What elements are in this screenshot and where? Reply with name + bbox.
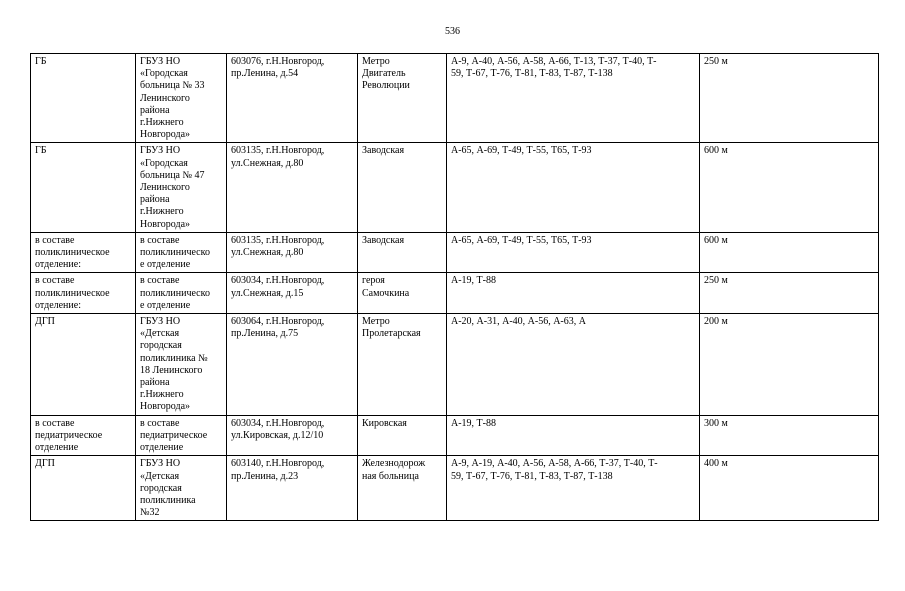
distance-cell: 250 м [700, 273, 879, 314]
facility-name-cell: ГБУЗ НО «Детская городская поликлиника №32 [136, 456, 227, 521]
routes-cell: А-9, А-40, А-56, А-58, А-66, Т-13, Т-37, Т-40, Т- 59, Т-67, Т-76, Т-81, Т-83, Т-87, Т-138 [447, 54, 700, 143]
facility-name-cell: в составе поликлиническо е отделение [136, 232, 227, 273]
stop-cell: героя Самочкина [358, 273, 447, 314]
page-number: 536 [445, 26, 460, 37]
table-row [31, 273, 879, 314]
address-cell: 603064, г.Н.Новгород, пр.Ленина, д.75 [227, 314, 358, 416]
table-row [31, 415, 879, 456]
stop-cell: Метро Пролетарская [358, 314, 447, 416]
facility-type-cell: ГБ [31, 143, 136, 232]
facility-type-cell: в составе поликлиническое отделение: [31, 232, 136, 273]
facility-name-cell: в составе педиатрическое отделение [136, 415, 227, 456]
facilities-table [30, 53, 879, 521]
address-cell: 603034, г.Н.Новгород, ул.Снежная, д.15 [227, 273, 358, 314]
stop-cell: Кировская [358, 415, 447, 456]
table-row [31, 456, 879, 521]
stop-cell: Заводская [358, 143, 447, 232]
distance-cell: 600 м [700, 143, 879, 232]
distance-cell: 300 м [700, 415, 879, 456]
facility-type-cell: ГБ [31, 54, 136, 143]
facility-type-cell: ДГП [31, 314, 136, 416]
table-row [31, 54, 879, 143]
routes-cell: А-19, Т-88 [447, 273, 700, 314]
stop-cell: Метро Двигатель Революции [358, 54, 447, 143]
distance-cell: 250 м [700, 54, 879, 143]
routes-cell: А-9, А-19, А-40, А-56, А-58, А-66, Т-37, Т-40, Т- 59, Т-67, Т-76, Т-81, Т-83, Т-87, Т-138 [447, 456, 700, 521]
distance-cell: 400 м [700, 456, 879, 521]
stop-cell: Железнодорож ная больница [358, 456, 447, 521]
address-cell: 603140, г.Н.Новгород, пр.Ленина, д.23 [227, 456, 358, 521]
facility-name-cell: в составе поликлиническо е отделение [136, 273, 227, 314]
facility-name-cell: ГБУЗ НО «Детская городская поликлиника № 18 Ленинского района г.Нижнего Новгорода» [136, 314, 227, 416]
facility-name-cell: ГБУЗ НО «Городская больница № 33 Ленинского района г.Нижнего Новгорода» [136, 54, 227, 143]
address-cell: 603076, г.Н.Новгород, пр.Ленина, д.54 [227, 54, 358, 143]
facility-type-cell: в составе поликлиническое отделение: [31, 273, 136, 314]
facility-type-cell: ДГП [31, 456, 136, 521]
routes-cell: А-20, А-31, А-40, А-56, А-63, А [447, 314, 700, 416]
address-cell: 603135, г.Н.Новгород, ул.Снежная, д.80 [227, 143, 358, 232]
facility-type-cell: в составе педиатрическое отделение [31, 415, 136, 456]
table-row [31, 232, 879, 273]
distance-cell: 600 м [700, 232, 879, 273]
address-cell: 603135, г.Н.Новгород, ул.Снежная, д.80 [227, 232, 358, 273]
address-cell: 603034, г.Н.Новгород, ул.Кировская, д.12/10 [227, 415, 358, 456]
routes-cell: А-65, А-69, Т-49, Т-55, Т65, Т-93 [447, 232, 700, 273]
table-row [31, 143, 879, 232]
table-row [31, 314, 879, 416]
facility-name-cell: ГБУЗ НО «Городская больница № 47 Ленинского района г.Нижнего Новгорода» [136, 143, 227, 232]
stop-cell: Заводская [358, 232, 447, 273]
routes-cell: А-19, Т-88 [447, 415, 700, 456]
routes-cell: А-65, А-69, Т-49, Т-55, Т65, Т-93 [447, 143, 700, 232]
distance-cell: 200 м [700, 314, 879, 416]
